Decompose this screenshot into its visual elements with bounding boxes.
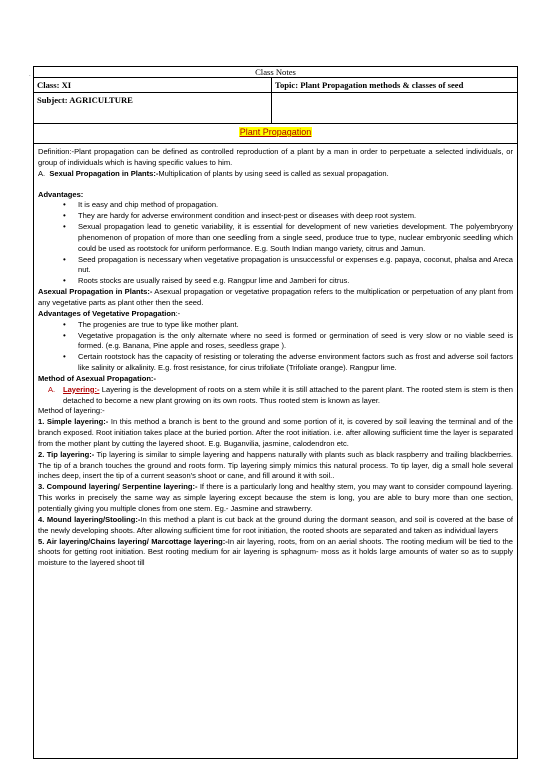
advantages-heading: Advantages: bbox=[38, 189, 84, 199]
veg-advantages-list bbox=[38, 320, 513, 374]
list-item: • Seed propagation is necessary when vegetative propagation is unsuccessful or expenses e.g. papaya, coconut, phalsa and Areca nut. bbox=[78, 255, 513, 277]
spacer bbox=[38, 180, 513, 190]
method-of-layering-label: Method of layering:- bbox=[38, 406, 105, 416]
asexual-propagation-paragraph bbox=[38, 287, 513, 309]
layering-label: A. bbox=[48, 384, 56, 394]
list-item: • Sexual propagation lead to genetic variability, it is essential for development of new varieties development. The polyembryony phenomenon of propation of more than one seedling from a single seed, produce true to type, nuclear embryonic seedling which could be used as rootstock for uniform performance. E.g. South Indian mango variety, citrus and Jamun. bbox=[78, 222, 513, 255]
list-item: • Roots stocks are usually raised by seed e.g. Rangpur lime and Jamberi for citrus. bbox=[78, 276, 513, 287]
list-item: • Vegetative propagation is the only alternate where no seed is formed or germination of seed is very slow or no viable seed is formed. (e.g. Banana, Pine apple and roses, seedless grape ). bbox=[78, 331, 513, 353]
list-item: • It is easy and chip method of propagation. bbox=[78, 200, 513, 211]
layering-text: Layering is the development of roots on a stem while it is still attached to the parent plant. The rooted stem is stem is then detached to become a new plant growing on its own roots. Thus rooted stem is known as layer. bbox=[63, 384, 513, 405]
topic-label: Topic: Plant Propagation methods & classes of seed bbox=[275, 80, 464, 90]
asexual-propagation-text: Asexual propagation or vegetative propagation refers to the multiplication or perpetuation of any plant from any vegetative parts as plant other then the seed. bbox=[38, 287, 513, 307]
notes-frame bbox=[33, 66, 518, 759]
stray-mark: . bbox=[29, 72, 31, 78]
sexual-propagation-text: Multiplication of plants by using seed is called as sexual propagation. bbox=[158, 168, 389, 178]
veg-advantages-heading: Advantages of Vegetative Propagation:- bbox=[38, 308, 181, 318]
section-title-bar bbox=[34, 124, 517, 144]
notes-body bbox=[34, 144, 517, 569]
advantages-list bbox=[38, 200, 513, 287]
layering-type-1: 1. Simple layering:- In this method a branch is bent to the ground and some portion of it, is covered by soil leaving the terminal and of the branch exposed. Root initiation takes place at the buried portion. After the root initiation. i.e. after allowing sufficient time the layer is separated from the mother plant by cutting the layered shoot. E.g. Buganvilia, jasmine, calodendron etc. bbox=[38, 417, 513, 448]
layering-type-5: 5. Air layering/Chains layering/ Marcottage layering:-In air layering, roots, from on an aerial shoots. The rooting medium will be tied to the shoots for getting root initiation. Best rooting medium for air layering is sphagnum- moss as it holds large amounts of water so as to supply moisture to the layered shoot till bbox=[38, 536, 513, 568]
sexual-propagation-title: Sexual Propagation in Plants:- bbox=[49, 168, 159, 178]
layering-type-2: 2. Tip layering:- Tip layering is similar to simple layering and happens naturally with plants such as black raspberry and trailing blackberries. The tip of a branch touches the ground and roots form. Tip layering simply mimics this natural process. To tip layer, dig a small hole several inches deep, insert the tip of a current season's shoot or cane, and fill around it with soil.. bbox=[38, 449, 513, 481]
sexual-propagation-paragraph: A. Sexual Propagation in Plants:-Multiplication of plants by using seed is called as sexual propagation. bbox=[38, 168, 389, 178]
asexual-propagation-title: Asexual Propagation in Plants:- bbox=[38, 287, 153, 297]
class-label: Class: XI bbox=[34, 78, 272, 92]
header-row-1 bbox=[34, 78, 517, 93]
layering-type-4: 4. Mound layering/Stooling:-In this method a plant is cut back at the ground during the dormant season, and soil is covered at the base of the newly developing shoots. After allowing sufficient time for root initiation, the rooted shoots are separated and taken as individual layers bbox=[38, 514, 513, 535]
notes-header-title: Class Notes bbox=[34, 67, 517, 78]
layering-title: Layering:- bbox=[63, 384, 100, 394]
empty-cell bbox=[272, 93, 517, 123]
definition-paragraph: Definition:-Plant propagation can be defined as controlled reproduction of a plant by a man in order to perpetuate a selected individuals, or group of individuals which is having specific values to him. bbox=[38, 147, 513, 167]
section-title: Plant Propagation bbox=[239, 127, 312, 137]
layering-paragraph bbox=[38, 385, 513, 407]
list-item: • The progenies are true to type like mother plant. bbox=[78, 320, 513, 331]
subject-label: Subject: AGRICULTURE bbox=[34, 93, 272, 123]
list-item: • Certain rootstock has the capacity of resisting or tolerating the adverse environment factors such as frost and adverse soil factors like salinity or alkalinity. E.g. frost resistance, for cirus trifoliate (Trifoliate orange). Rangpur lime. bbox=[78, 352, 513, 374]
layering-type-3: 3. Compound layering/ Serpentine layering:- If there is a particularly long and healthy stem, you may want to consider compound layering. This works in precisely the same way as simple layering except because the stem is long, you are able to bury more than one section, potentially giving you multiple clones from one stem. Eg.- Jasmine and strawberry. bbox=[38, 482, 514, 513]
list-item: • They are hardy for adverse environment condition and insect-pest or diseases with deep root system. bbox=[78, 211, 513, 222]
header-row-2 bbox=[34, 93, 517, 124]
method-heading: Method of Asexual Propagation:- bbox=[38, 373, 156, 383]
